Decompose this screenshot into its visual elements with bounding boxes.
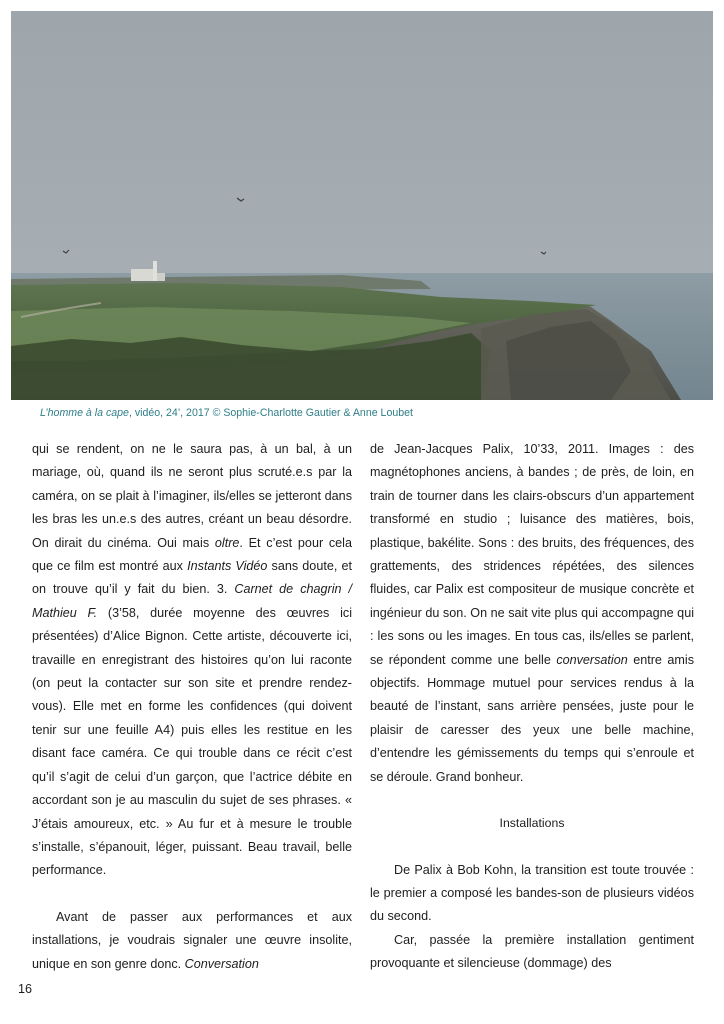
left-paragraph-1 (32, 438, 352, 883)
landscape-photo-icon (11, 11, 713, 400)
right-paragraph-1 (370, 438, 694, 789)
text-run: qui se rendent, on ne le saura pas, à un bal, à un mariage, où, quand ils ne seront plus scruté.e.s par la caméra, on se plait à l’imaginer, ils/elles se jetteront dans les bras les un.e.s des autres, créant un beau désordre. On dirait du cinéma. Oui mais (32, 442, 352, 550)
italic-run: Instants Vidéo (187, 559, 268, 574)
italic-run: oltre (214, 535, 240, 550)
text-run: entre amis objectifs. Hommage mutuel pour services rendus à la beauté de l’instant, sans arrière pensées, juste pour le plaisir de caresser des yeux une belle machine, d’entendre les gémissements du temps qui s’enroule et se déroule. Grand bonheur. (370, 652, 694, 784)
left-column (32, 438, 352, 976)
right-paragraph-3: Car, passée la première installation gentiment provoquante et silencieuse (dommage) des (370, 932, 694, 971)
caption-title: L’homme à la cape (40, 407, 129, 419)
paragraph-gap (32, 883, 352, 906)
italic-run: conversation (556, 652, 628, 667)
right-paragraph-2: De Palix à Bob Kohn, la transition est toute trouvée : le premier a composé les bandes-son de plusieurs vidéos du second. (370, 862, 694, 924)
italic-run: Carnet de chagrin / Mathieu F. (32, 582, 353, 620)
caption-credits: , vidéo, 24’, 2017 © Sophie-Charlotte Gautier & Anne Loubet (128, 407, 413, 419)
right-column (370, 438, 694, 976)
paragraph-gap (370, 789, 694, 812)
text-run: (3’58, durée moyenne des œuvres ici présentées) d’Alice Bignon. Cette artiste, découverte ici, travaille en enregistrant des histoires qu’on lui raconte (on peut la contacter sur son site et prendre rendez-vous). Elle met en forme les confidences (qui doivent tenir sur une feuille A4) puis elles les restitue en les disant face caméra. Ce qui trouble dans ce récit c’est qu’il s’agit de celui d’un garçon, que l’actrice débite en accordant son je au masculin du sujet de ses phrases. « J’étais amoureux, etc. » Au fur et à mesure le trouble s’installe, s’épanouit, léger, puissant. Beau travail, belle performance. (32, 605, 352, 878)
photo-caption (40, 407, 700, 419)
text-run: Avant de passer aux performances et aux installations, je voudrais signaler une œuvre insolite, unique en son genre donc. (32, 909, 352, 971)
left-paragraph-2 (32, 906, 352, 976)
paragraph-gap (370, 836, 694, 859)
cliff-landscape-photo (11, 11, 713, 400)
text-run: . Et c’est pour cela que ce film est montré aux (32, 535, 352, 574)
italic-run: Conversation (184, 956, 259, 971)
text-run: sans doute, et on trouve qu’il y fait du bien. 3. (32, 559, 352, 597)
page-number: 16 (18, 982, 33, 996)
text-run: de Jean-Jacques Palix, 10’33, 2011. Images : des magnétophones anciens, à bandes ; de près, de loin, en train de tourner dans les clairs-obscurs d’un appartement transformé en studio ; luisance des matières, bois, plastique, bakélite. Sons : des bruits, des fréquences, des grattements, des stridences répétées, des silences fluides, car Palix est compositeur de musique concrète et ingénieur du son. On ne sait vite plus qui accompagne qui : les sons ou les images. En tous cas, ils/elles se parlent, se répondent comme une belle (370, 442, 694, 667)
section-heading: Installations (499, 816, 565, 831)
